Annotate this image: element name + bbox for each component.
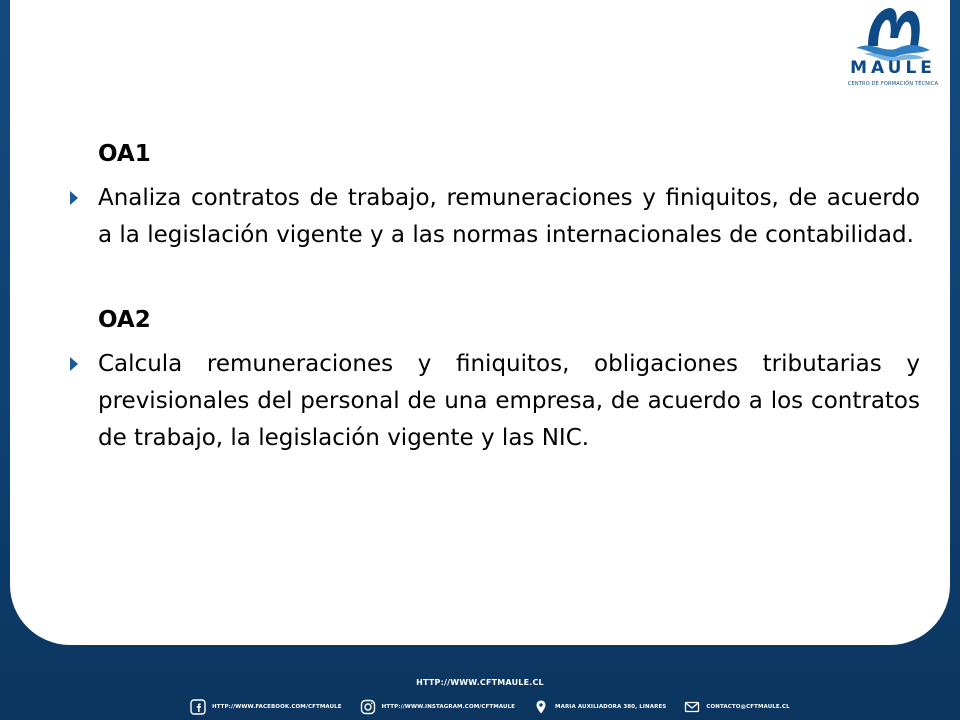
bullet-arrow-icon (70, 357, 78, 371)
bullet-arrow-icon (70, 191, 78, 205)
instagram-icon (360, 699, 376, 715)
objective-heading: OA1 (98, 141, 151, 167)
footer-facebook[interactable] (190, 699, 342, 715)
instagram-link-text: HTTP://WWW.INSTAGRAM.COM/CFTMAULE (381, 704, 516, 710)
logo-subtitle: CENTRO DE FORMACIÓN TÉCNICA (847, 81, 939, 87)
logo-name: MAULE (850, 58, 936, 78)
facebook-link-text: HTTP://WWW.FACEBOOK.COM/CFTMAULE (212, 704, 342, 710)
address-text: MARIA AUXILIADORA 380, LINARES (555, 704, 667, 710)
email-icon (684, 699, 700, 715)
slide-content-card (10, 0, 950, 645)
footer-website-link[interactable]: HTTP://WWW.CFTMAULE.CL (416, 678, 544, 687)
facebook-icon (190, 699, 206, 715)
objectives-list (70, 128, 920, 457)
objective-item (70, 346, 920, 457)
objective-text: Calcula remuneraciones y finiquitos, obligaciones tributarias y previsionales del personal de una empresa, de acuerdo a los contratos de trabajo, la legislación vigente y las NIC. (98, 351, 920, 451)
footer-instagram[interactable] (360, 699, 515, 715)
footer-contacts (190, 698, 808, 716)
maule-wave-icon (838, 2, 948, 62)
footer-address (533, 699, 666, 715)
objective-heading: OA2 (98, 307, 151, 333)
objective-text: Analiza contratos de trabajo, remuneraciones y finiquitos, de acuerdo a la legislación vigente y a las normas internacionales de contabilidad. (98, 185, 920, 248)
footer-email[interactable] (684, 699, 789, 715)
cft-maule-logo (838, 2, 948, 94)
email-link-text: CONTACTO@CFTMAULE.CL (706, 704, 790, 710)
location-pin-icon (533, 699, 549, 715)
objective-item (70, 180, 920, 254)
